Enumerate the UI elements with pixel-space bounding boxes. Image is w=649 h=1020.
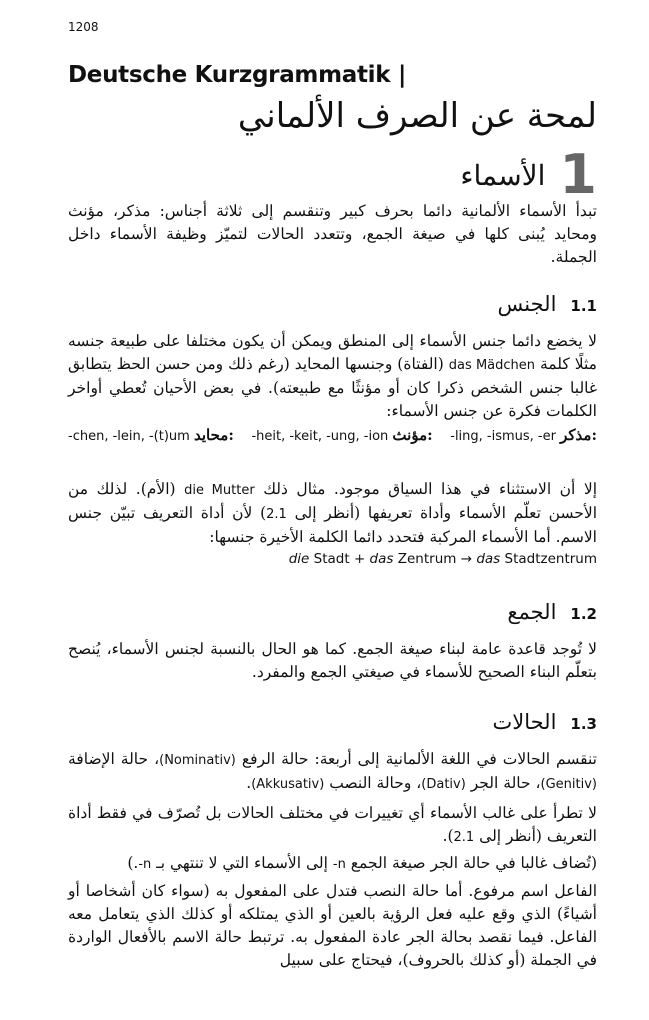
text-run: إلا أن الاستثناء في هذا السياق موجود. مثال ذلك — [263, 480, 597, 498]
text-run: .) — [127, 854, 139, 872]
cross-reference: 2.1 — [266, 507, 287, 522]
masculine-endings-group — [450, 426, 597, 444]
text-run: . — [246, 774, 252, 792]
article: das — [369, 551, 394, 567]
german-term: -n — [332, 857, 346, 872]
text-run: (تُضاف غالبا في حالة الجر صيغة الجمع — [350, 854, 597, 872]
plural-paragraph: لا تُوجد قاعدة عامة لبناء صيغة الجمع. كما هو الحال بالنسبة لجنس الأسماء، يُنصح بتعلّم البناء الصحيح للأسماء في صيغتي الجمع والمفرد. — [68, 640, 597, 681]
text-run: (الفتاة) وجنسها المحايد (رغم ذلك ومن حسن الحظ يتطابق غالبا جنس الشخص ذكرا كان أو مؤنثًا مع طبيعته). في بعض الأحيان تُعطي أواخر الكلمات فكرة عن جنس الأسماء: — [68, 355, 597, 420]
chapter-number: 1 — [559, 143, 597, 206]
masculine-endings: -ling, -ismus, -er — [450, 429, 556, 444]
feminine-endings: -heit, -keit, -ung, -ion — [251, 429, 389, 444]
intro-paragraph: تبدأ الأسماء الألمانية دائما بحرف كبير وتنقسم إلى ثلاثة أجناس: مذكر، مؤنث ومحايد يُبنى كلها في صيغة الجمع، وتتعدد الحالات لتميّز وظيفة الأسماء داخل الجملة. — [68, 202, 597, 266]
subject-object-paragraph: الفاعل اسم مرفوع. أما حالة النصب فتدل على المفعول به (سواء كان أشخاصا أو أشياءً) الذي وقع عليه فعل الرؤية بالعين أو الذي يمتلكه أو كذلك الذي يتعامل معه الفاعل. فيما نقصد بحالة الجر عادة المفعول به. ترتبط حالة الاسم بالأفعال الواردة في الجملة (أو كذلك بالحروف)، فيحتاج على سبيل — [68, 882, 597, 969]
word: Stadt — [313, 551, 350, 567]
german-term: -n — [138, 857, 152, 872]
neuter-endings: -chen, -lein, -(t)um — [68, 429, 190, 444]
feminine-label: مؤنث: — [392, 426, 433, 444]
text-run: ). — [442, 827, 454, 845]
section-number: 1.3 — [570, 715, 597, 733]
text-run: إلى الأسماء التي لا تنتهي بـ — [156, 854, 328, 872]
german-term: (Nominativ) — [159, 753, 236, 768]
chapter-title: الأسماء — [460, 158, 546, 192]
section-title: الجنس — [497, 292, 557, 316]
text-run: ) لأن أداة التعريف تبيّن جنس الاسم. أما الأسماء المركبة فتحدد دائما الكلمة الأخيرة جنسها: — [68, 504, 597, 546]
exception-paragraph — [68, 478, 597, 549]
text-run: تنقسم الحالات في اللغة الألمانية إلى أربعة: حالة الرفع — [241, 750, 597, 768]
german-term: die Mutter — [184, 483, 255, 498]
text-run: لا يخضع دائما جنس الأسماء إلى المنطق ويمكن أن يكون مختلفا على طبيعة جنسه مثلًا كلمة — [68, 332, 597, 373]
arrow-icon: → — [460, 551, 473, 567]
text-run: ، حالة الجر — [470, 774, 541, 792]
german-term: (Akkusativ) — [251, 777, 325, 792]
section-number: 1.2 — [570, 605, 597, 623]
german-term: (Dativ) — [421, 777, 466, 792]
german-term: das Mädchen — [448, 358, 535, 373]
declension-paragraph — [68, 802, 597, 849]
section-title: الجمع — [507, 600, 557, 624]
text-run: (الأم). لذلك من الأحسن تعلّم الأسماء وأداة تعريفها (أنظر إلى — [68, 480, 597, 522]
dative-note — [68, 852, 597, 876]
article: das — [476, 551, 501, 567]
chapter-heading — [460, 143, 597, 206]
plus-sign: + — [353, 551, 366, 567]
text-run: ، وحالة النصب — [329, 774, 422, 792]
arabic-title: لمحة عن الصرف الألماني — [237, 96, 597, 136]
german-title: Deutsche Kurzgrammatik | — [68, 62, 407, 88]
word: Stadtzentrum — [504, 551, 597, 567]
text-run: لا تطرأ على غالب الأسماء أي تغييرات في مختلف الحالات بل تُصرّف في فقط أداة التعريف (أنظر إلى — [68, 804, 597, 845]
gender-endings-line — [68, 426, 597, 444]
section-gender-heading — [498, 292, 597, 316]
german-term: (Genitiv) — [540, 777, 597, 792]
masculine-label: مذكر: — [560, 426, 597, 444]
page-number: 1208 — [68, 20, 99, 34]
cases-paragraph — [68, 748, 597, 796]
section-cases-heading — [492, 710, 597, 734]
neuter-label: محايد: — [193, 426, 234, 444]
article: die — [288, 551, 310, 567]
neuter-endings-group — [68, 426, 234, 444]
cross-reference: 2.1 — [453, 830, 475, 845]
section-title: الحالات — [492, 710, 557, 734]
text-run: ، حالة الإضافة — [68, 750, 160, 768]
word: Zentrum — [397, 551, 457, 567]
feminine-endings-group — [251, 426, 432, 444]
section-number: 1.1 — [570, 297, 597, 315]
compound-example — [289, 551, 597, 567]
section-plural-heading — [507, 600, 597, 624]
gender-paragraph — [68, 330, 597, 423]
